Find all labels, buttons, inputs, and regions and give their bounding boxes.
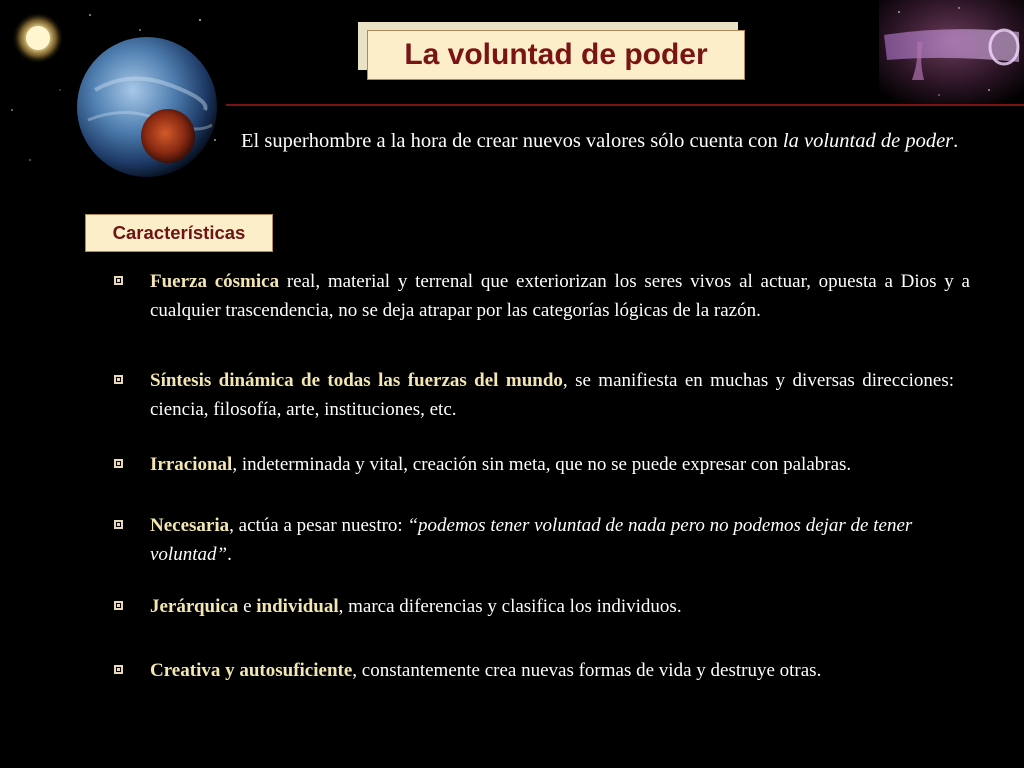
intro-text: El superhombre a la hora de crear nuevos valores sólo cuenta con xyxy=(241,130,783,152)
bullet-item xyxy=(108,366,954,424)
bullet-term-2: individual xyxy=(256,596,339,617)
square-bullet-icon xyxy=(114,375,123,384)
intro-emphasis: la voluntad de poder xyxy=(782,130,954,152)
title-divider xyxy=(226,104,1024,106)
square-bullet-icon xyxy=(114,276,123,285)
bullet-item xyxy=(108,267,970,325)
bullet-text xyxy=(150,366,954,424)
planet-space-illustration xyxy=(0,0,230,185)
page-title: La voluntad de poder xyxy=(404,38,708,71)
bullet-text xyxy=(150,592,968,621)
wormhole-illustration xyxy=(879,0,1024,105)
intro-paragraph xyxy=(241,127,961,156)
bullet-mid: , actúa a pesar nuestro: xyxy=(229,515,408,536)
bullet-rest: real, material y terrenal que exteriorizan los seres vivos al actuar, opuesta a Dios y a cualquier trascendencia, no se deja atrapar por las categorías lógicas de la razón. xyxy=(150,271,970,321)
square-bullet-icon xyxy=(114,459,123,468)
bullet-conj: e xyxy=(238,596,257,617)
bullet-term: Necesaria xyxy=(150,515,230,536)
bullet-text xyxy=(150,450,1008,479)
square-bullet-icon xyxy=(114,601,123,610)
bullet-item xyxy=(108,511,954,569)
square-bullet-icon xyxy=(114,665,123,674)
bullet-term: Síntesis dinámica de todas las fuerzas del mundo xyxy=(150,370,563,391)
bullet-text xyxy=(150,267,970,325)
bullet-text xyxy=(150,656,988,685)
bullet-rest: , constantemente crea nuevas formas de vida y destruye otras. xyxy=(352,660,822,681)
section-label-characteristics xyxy=(85,214,273,252)
bullet-item xyxy=(108,656,988,685)
bullet-text xyxy=(150,511,954,569)
intro-end: . xyxy=(953,130,959,152)
bullet-term: Jerárquica xyxy=(150,596,239,617)
bullet-rest: , marca diferencias y clasifica los individuos. xyxy=(338,596,682,617)
section-label-text: Características xyxy=(112,222,246,243)
square-bullet-icon xyxy=(114,520,123,529)
bullet-rest: , indeterminada y vital, creación sin meta, que no se puede expresar con palabras. xyxy=(232,454,852,475)
bullet-end: . xyxy=(227,544,232,565)
bullet-term: Fuerza cósmica xyxy=(150,271,280,292)
title-box xyxy=(367,30,745,80)
bullet-rest: , se manifiesta en muchas y diversas direcciones: ciencia, filosofía, arte, instituciones, etc. xyxy=(150,370,954,420)
bullet-quote: “podemos tener voluntad de nada pero no podemos dejar de tener voluntad” xyxy=(150,515,913,565)
bullet-item xyxy=(108,592,968,621)
bullet-term: Creativa y autosuficiente xyxy=(150,660,353,681)
bullet-item xyxy=(108,450,1008,479)
bullet-term: Irracional xyxy=(150,454,233,475)
